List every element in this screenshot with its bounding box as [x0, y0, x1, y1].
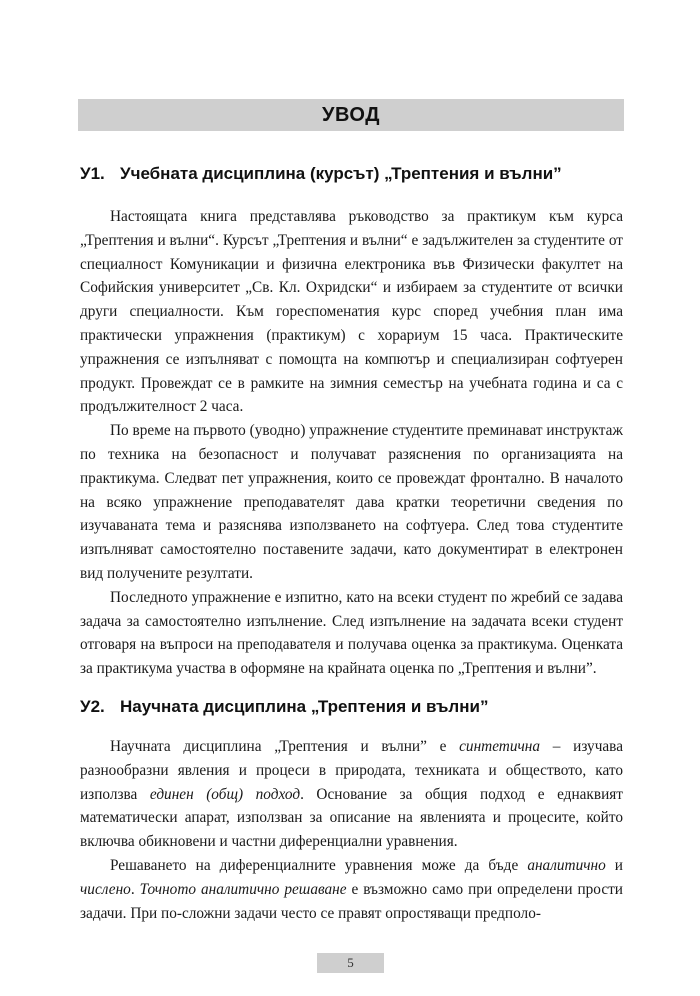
chapter-title: УВОД [322, 103, 380, 126]
section-title: Научната дисциплина „Трептения и вълни” [120, 697, 489, 716]
emphasis: Точното аналитично решаване [139, 880, 347, 898]
emphasis: синтетична [459, 738, 541, 755]
section-heading-u2 [80, 697, 488, 717]
section-title: Учебната дисциплина (курсът) „Трептения и вълни” [120, 164, 562, 183]
emphasis: числено [80, 880, 131, 898]
paragraph: Последното упражнение е изпитно, като на всеки студент по жребий се задава задача за самостоятелно изпълнение. След изпълнение на задачата всеки студент отговаря на въпроси на преподавателя и получава оценка за практикума. Оценката за практикума участва в оформяне на крайната оценка по „Трептения и вълни”. [80, 588, 623, 678]
chapter-title-bar [78, 99, 624, 131]
paragraph: Научната дисциплина „Трептения и вълни” е синтетична – изучава разнообразни явления и процеси в природата, техниката и обществото, като използва единен (общ) подход. Основание за общия подход е еднаквият математически апарат, използван за описание на явленията и процесите, който включва обикновени и частни диференциални уравнения. [80, 738, 623, 851]
paragraph: Настоящата книга представлява ръководство за практикум към курса „Трептения и вълни“. Курсът „Трептения и вълни“ е задължителен за студентите от специалност Комуникации и физична електроника във Физически факултет на Софийския университет „Св. Кл. Охридски“ и избираем за студентите от всички други специалности. Към гореспоменатия курс според учебния план има практически упражнения (практикум) с хорариум 15 часа. Практическите упражнения се изпълняват с помощта на компютър и специализиран софтуерен продукт. Провеждат се в рамките на зимния семестър на учебната година и са с продължителност 2 часа. [80, 208, 623, 416]
page-number: 5 [317, 953, 384, 973]
section-number: У1. [80, 164, 105, 183]
emphasis: единен (общ) подход [149, 785, 301, 803]
section-number: У2. [80, 697, 105, 716]
emphasis: аналитично [527, 856, 606, 874]
section-u1-body [80, 205, 623, 681]
paragraph: Решаването на диференциалните уравнения може да бъде аналитично и числено. Точното аналитично решаване е възможно само при определени прости задачи. При по-сложни задачи често се правят опростяващи предполо- [80, 856, 623, 922]
paragraph: По време на първото (уводно) упражнение студентите преминават инструктаж по техника на безопасност и получават разяснения по организацията на практикума. Следват пет упражнения, които се провеждат фронтално. В началото на всяко упражнение преподавателят дава кратки теоретични сведения по изучаваната тема и разяснява използването на софтуера. След това студентите изпълняват самостоятелно поставените задачи, като документират в електронен вид получените резултати. [80, 422, 623, 582]
section-heading-u1 [80, 164, 562, 184]
section-u2-body [80, 735, 623, 925]
